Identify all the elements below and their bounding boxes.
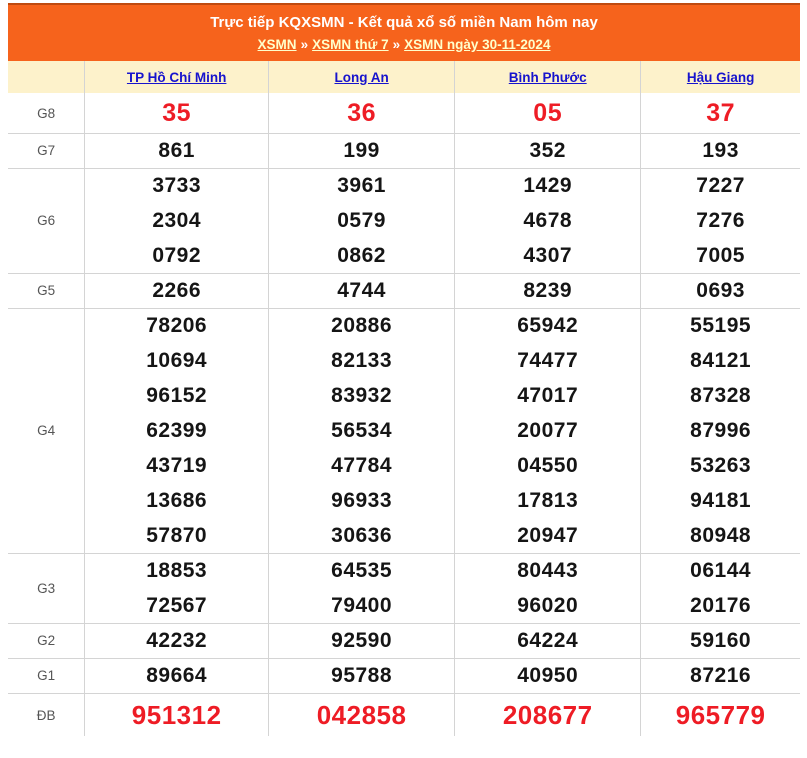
table-row-g3 xyxy=(8,588,800,623)
result-number: 861 xyxy=(85,133,269,168)
result-number: 13686 xyxy=(85,483,269,518)
result-number: 18853 xyxy=(85,553,269,588)
prize-label-g4: G4 xyxy=(8,308,85,553)
result-number: 3733 xyxy=(85,168,269,203)
result-number: 30636 xyxy=(269,518,455,553)
result-number: 20077 xyxy=(455,413,641,448)
province-link-hau-giang[interactable]: Hậu Giang xyxy=(686,69,755,85)
result-number: 40950 xyxy=(455,658,641,693)
result-number: 965779 xyxy=(641,693,800,736)
result-number: 4744 xyxy=(269,273,455,308)
result-number: 20176 xyxy=(641,588,800,623)
result-number: 10694 xyxy=(85,343,269,378)
result-number: 2304 xyxy=(85,203,269,238)
prize-label-đb: ĐB xyxy=(8,693,85,736)
result-number: 56534 xyxy=(269,413,455,448)
table-row-g4 xyxy=(8,343,800,378)
table-row-g7 xyxy=(8,133,800,168)
result-number: 57870 xyxy=(85,518,269,553)
result-number: 95788 xyxy=(269,658,455,693)
prize-label-g3: G3 xyxy=(8,553,85,623)
result-number: 89664 xyxy=(85,658,269,693)
result-number: 80948 xyxy=(641,518,800,553)
table-row-g6 xyxy=(8,238,800,273)
result-number: 2266 xyxy=(85,273,269,308)
result-number: 04550 xyxy=(455,448,641,483)
prize-label-g6: G6 xyxy=(8,168,85,273)
province-link-tp-ho-chi-minh[interactable]: TP Hồ Chí Minh xyxy=(126,69,227,85)
province-link-binh-phuoc[interactable]: Bình Phước xyxy=(508,69,587,85)
result-number: 87328 xyxy=(641,378,800,413)
province-link-long-an[interactable]: Long An xyxy=(334,69,389,85)
result-number: 1429 xyxy=(455,168,641,203)
result-number: 4678 xyxy=(455,203,641,238)
result-number: 72567 xyxy=(85,588,269,623)
result-number: 47784 xyxy=(269,448,455,483)
result-number: 84121 xyxy=(641,343,800,378)
result-number: 05 xyxy=(455,93,641,133)
prize-label-g5: G5 xyxy=(8,273,85,308)
table-row-g8 xyxy=(8,93,800,133)
prize-label-g7: G7 xyxy=(8,133,85,168)
breadcrumb-separator: » xyxy=(300,36,309,52)
table-row-g1 xyxy=(8,658,800,693)
breadcrumb xyxy=(12,36,796,54)
breadcrumb-separator: » xyxy=(392,36,401,52)
table-row-g5 xyxy=(8,273,800,308)
table-row-đb xyxy=(8,693,800,736)
result-number: 4307 xyxy=(455,238,641,273)
result-number: 64535 xyxy=(269,553,455,588)
result-number: 20947 xyxy=(455,518,641,553)
result-number: 36 xyxy=(269,93,455,133)
result-number: 20886 xyxy=(269,308,455,343)
result-number: 17813 xyxy=(455,483,641,518)
result-number: 64224 xyxy=(455,623,641,658)
breadcrumb-link-xsmn-date[interactable]: XSMN ngày 30-11-2024 xyxy=(404,36,551,52)
corner-cell xyxy=(8,61,85,93)
prize-label-g2: G2 xyxy=(8,623,85,658)
table-row-g2 xyxy=(8,623,800,658)
table-row-g4 xyxy=(8,448,800,483)
results-banner xyxy=(8,3,800,61)
prize-label-g8: G8 xyxy=(37,105,56,121)
table-row-g4 xyxy=(8,378,800,413)
result-number: 208677 xyxy=(455,693,641,736)
result-number: 53263 xyxy=(641,448,800,483)
results-table-body xyxy=(8,93,800,736)
result-number: 92590 xyxy=(269,623,455,658)
result-number: 79400 xyxy=(269,588,455,623)
breadcrumb-link-xsmn[interactable]: XSMN xyxy=(257,36,297,52)
table-row-g4 xyxy=(8,518,800,553)
result-number: 0693 xyxy=(641,273,800,308)
result-number: 193 xyxy=(641,133,800,168)
table-row-g4 xyxy=(8,308,800,343)
page-title: Trực tiếp KQXSMN - Kết quả xổ số miền Nam hôm nay xyxy=(210,14,598,31)
table-row-g3 xyxy=(8,553,800,588)
breadcrumb-link-xsmn-thu-7[interactable]: XSMN thứ 7 xyxy=(312,36,389,52)
column-header-binh-phuoc xyxy=(455,61,641,93)
result-number: 96152 xyxy=(85,378,269,413)
result-number: 80443 xyxy=(455,553,641,588)
result-number: 82133 xyxy=(269,343,455,378)
result-number: 7005 xyxy=(641,238,800,273)
result-number: 951312 xyxy=(85,693,269,736)
result-number: 042858 xyxy=(269,693,455,736)
result-number: 0862 xyxy=(269,238,455,273)
result-number: 7227 xyxy=(641,168,800,203)
result-number: 59160 xyxy=(641,623,800,658)
result-number: 3961 xyxy=(269,168,455,203)
result-number: 87996 xyxy=(641,413,800,448)
result-number: 55195 xyxy=(641,308,800,343)
result-number: 7276 xyxy=(641,203,800,238)
results-table xyxy=(8,61,800,736)
prize-label-g1: G1 xyxy=(8,658,85,693)
result-number: 74477 xyxy=(455,343,641,378)
result-number: 0579 xyxy=(269,203,455,238)
result-number: 42232 xyxy=(85,623,269,658)
result-number: 37 xyxy=(641,93,800,133)
column-header-hau-giang xyxy=(641,61,800,93)
result-number: 65942 xyxy=(455,308,641,343)
result-number: 87216 xyxy=(641,658,800,693)
result-number: 06144 xyxy=(641,553,800,588)
result-number: 199 xyxy=(269,133,455,168)
result-number: 94181 xyxy=(641,483,800,518)
result-number: 35 xyxy=(85,93,269,133)
table-row-g6 xyxy=(8,168,800,203)
result-number: 43719 xyxy=(85,448,269,483)
result-number: 96020 xyxy=(455,588,641,623)
column-header-long-an xyxy=(269,61,455,93)
table-header-row xyxy=(8,61,800,93)
result-number: 8239 xyxy=(455,273,641,308)
table-row-g4 xyxy=(8,413,800,448)
result-number: 352 xyxy=(455,133,641,168)
table-row-g4 xyxy=(8,483,800,518)
result-number: 78206 xyxy=(85,308,269,343)
result-number: 83932 xyxy=(269,378,455,413)
table-row-g6 xyxy=(8,203,800,238)
result-number: 62399 xyxy=(85,413,269,448)
result-number: 0792 xyxy=(85,238,269,273)
column-header-tp-ho-chi-minh xyxy=(85,61,269,93)
result-number: 47017 xyxy=(455,378,641,413)
result-number: 96933 xyxy=(269,483,455,518)
